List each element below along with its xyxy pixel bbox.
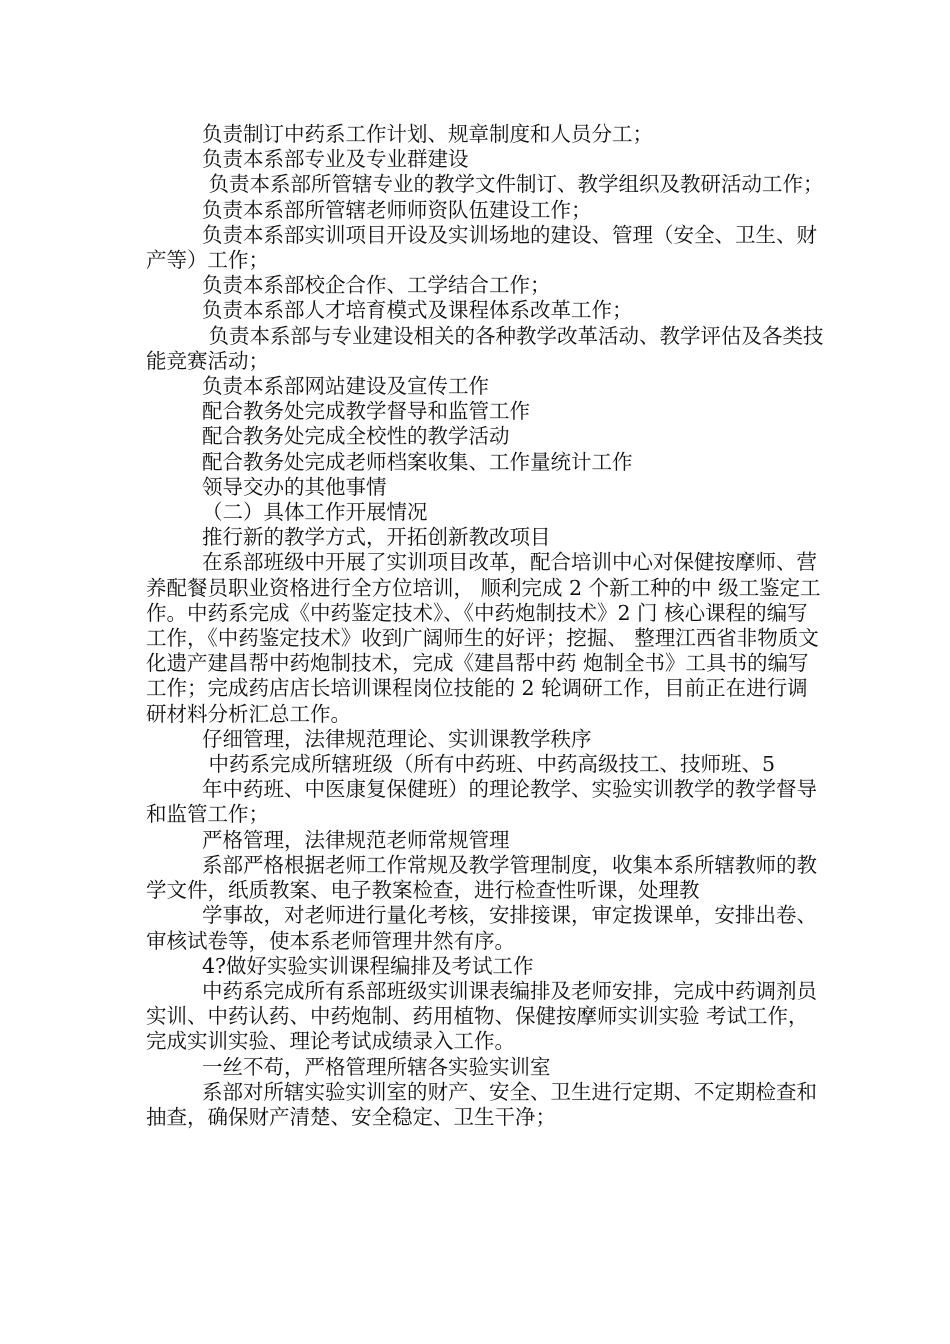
paragraph: 中药系完成所有系部班级实训课表编排及老师安排，完成中药调剂员实训、中药认药、中药炮制、药用植物、保健按摩师实训实验 考试工作，完成实训实验、理论考试成绩录入工作。: [146, 978, 817, 1054]
paragraph: 系部严格根据老师工作常规及教学管理制度，收集本系所辖教师的教学文件，纸质教案、电子教案检查，进行检查性听课，处理教: [146, 852, 817, 903]
section-heading: （二）具体工作开展情况: [202, 500, 428, 525]
paragraph: 配合教务处完成老师档案收集、工作量统计工作: [202, 449, 633, 474]
paragraph: 学事故，对老师进行量化考核，安排接课，审定拨课单，安排出卷、 审核试卷等，使本系老师管理井然有序。: [146, 903, 824, 953]
paragraph: 中药系完成所辖班级（所有中药班、中药高级技工、技师班、5: [202, 752, 776, 777]
paragraph: 负责本系部人才培育模式及课程体系改革工作；: [202, 298, 633, 323]
paragraph: 在系部班级中开展了实训项目改革，配合培训中心对保健按摩师、营养配餐员职业资格进行全方位培训， 顺利完成 2 个新工种的中 级工鉴定工作。中药系完成《中药鉴定技术》、《中药炮制技术》2 门 核心课程的编写工作，《中药鉴定技术》收到广阔师生的好评；挖掘、 整理江西省非物质文化遗产建昌帮中药炮制技术，完成《建昌帮中药 炮制全书》工具书的编写工作；完成药店店长培训课程岗位技能的 2 轮调研工作，目前正在进行调研材料分析汇总工作。: [146, 550, 821, 726]
document-body: [146, 122, 826, 1130]
paragraph: 负责制订中药系工作计划、规章制度和人员分工；: [202, 122, 653, 146]
subsection-heading: 4?做好实验实训课程编排及考试工作: [202, 953, 534, 978]
subsection-heading: 一丝不苟，严格管理所辖各实验实训室: [202, 1054, 551, 1079]
paragraph: 负责本系部与专业建设相关的各种教学改革活动、教学评估及各类技能竞赛活动；: [146, 323, 824, 373]
subsection-heading: 严格管理，法律规范老师常规管理: [202, 827, 510, 852]
subsection-heading: 推行新的教学方式，开拓创新教改项目: [202, 525, 551, 550]
paragraph: 系部对所辖实验实训室的财产、安全、卫生进行定期、不定期检查和抽查，确保财产清楚、安全稳定、卫生干净；: [146, 1079, 817, 1129]
paragraph: 领导交办的其他事情: [202, 474, 387, 499]
paragraph: 配合教务处完成全校性的教学活动: [202, 424, 510, 449]
paragraph: 负责本系部专业及专业群建设: [202, 147, 469, 172]
paragraph: 负责本系部所管辖老师师资队伍建设工作；: [202, 197, 592, 222]
paragraph: 配合教务处完成教学督导和监管工作: [202, 399, 530, 424]
paragraph: 负责本系部实训项目开设及实训场地的建设、管理（安全、卫生、财产等）工作；: [146, 222, 817, 273]
paragraph: 年中药班、中医康复保健班）的理论教学、实验实训教学的教学督导 和监管工作；: [146, 777, 824, 827]
paragraph: 负责本系部网站建设及宣传工作: [202, 374, 489, 399]
subsection-heading: 仔细管理，法律规范理论、实训课教学秩序: [202, 726, 592, 751]
paragraph: 负责本系部校企合作、工学结合工作；: [202, 273, 551, 298]
paragraph: 负责本系部所管辖专业的教学文件制订、教学组织及教研活动工作；: [202, 172, 824, 197]
